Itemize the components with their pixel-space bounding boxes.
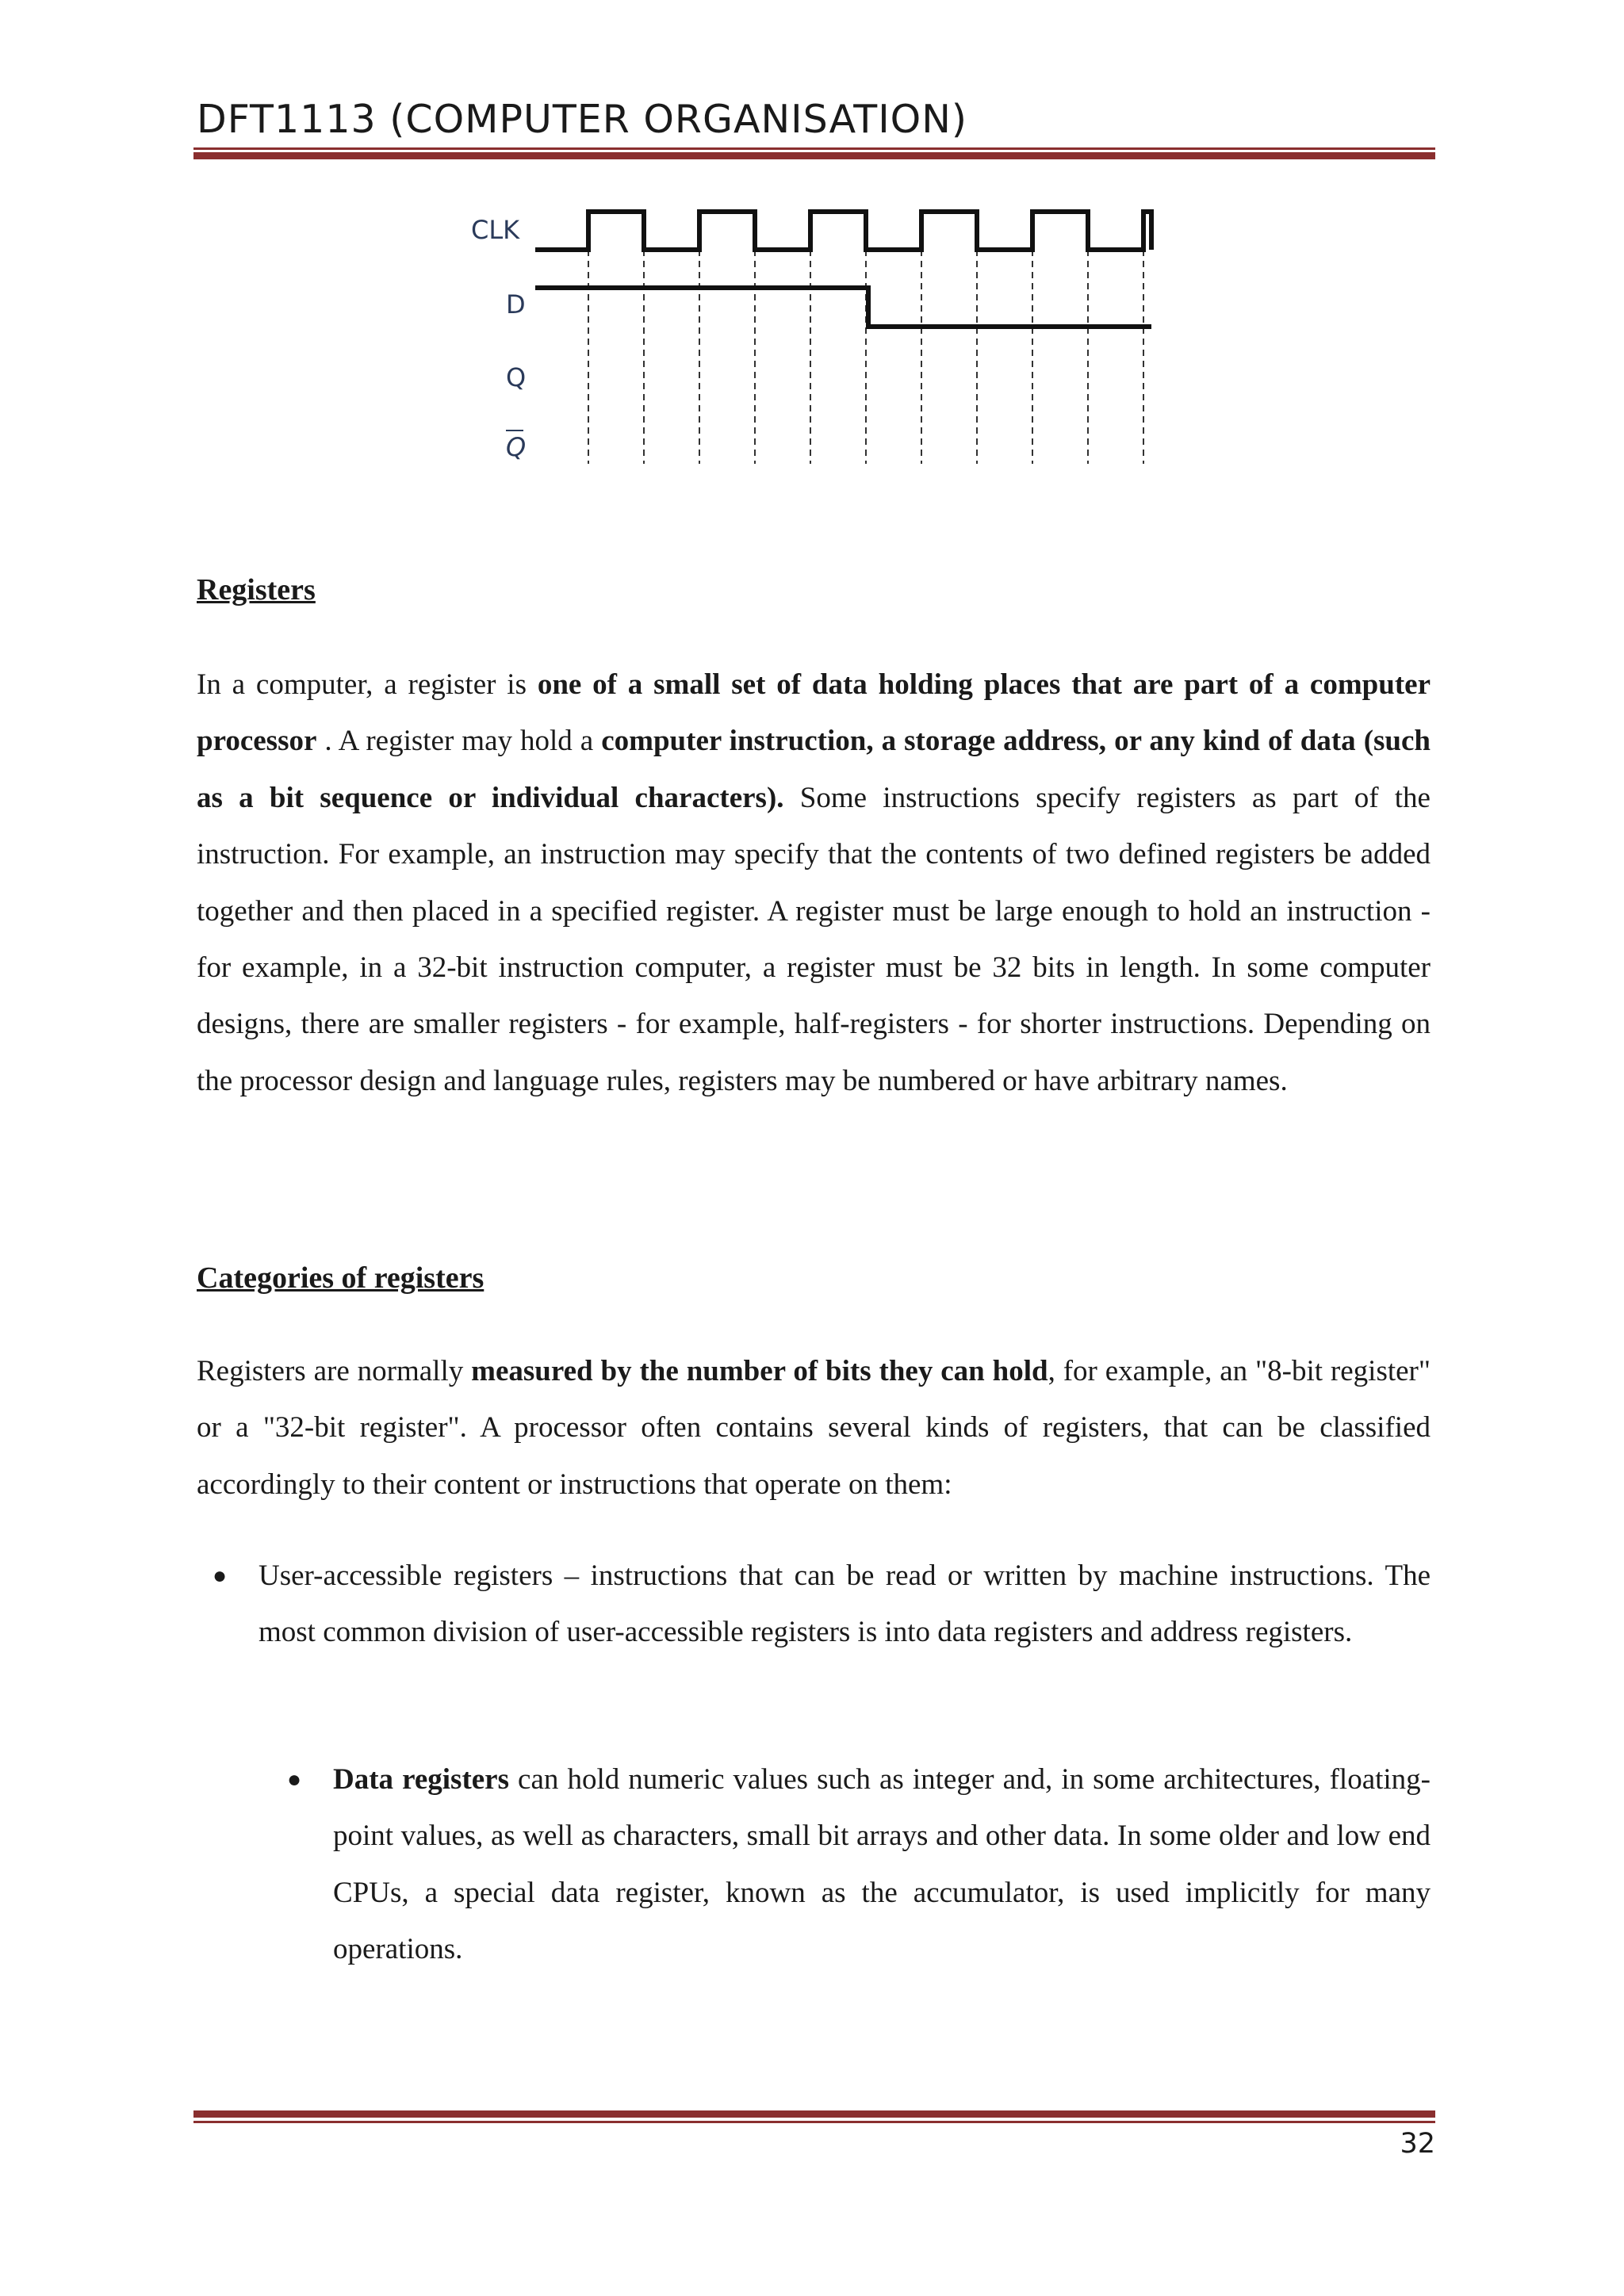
footer-rule-thick: [193, 2110, 1435, 2118]
header-rule-thin: [193, 147, 1435, 150]
bold-run: Data registers: [333, 1763, 510, 1796]
text-run: Registers are normally: [197, 1355, 472, 1387]
bullet-dot: ●: [213, 1563, 228, 1589]
section-heading-registers: Registers: [197, 573, 316, 607]
clk-waveform: [535, 212, 1151, 250]
signal-label-d: D: [506, 289, 526, 320]
categories-paragraph: [197, 1343, 1431, 1513]
header-title: DFT1113 (COMPUTER ORGANISATION): [197, 97, 968, 142]
bold-run: measured by the number of bits they can hold: [471, 1355, 1048, 1387]
bold-run: one of a small set of data holding places that are part of a computer processor: [197, 668, 1431, 758]
text-run: , for example, an "8-bit register" or a "32-bit register". A processor often contains several kinds of registers, that can be classified accordingly to their content or instructions that operate on them:: [197, 1355, 1431, 1501]
bullet-text: can hold numeric values such as integer and, in some architectures, floating-point values, as well as characters, small bit arrays and other data. In some older and low end CPUs, a special data register, known as the accumulator, is used implicitly for many operations.: [333, 1763, 1431, 1966]
section-heading-categories: Categories of registers: [197, 1261, 485, 1295]
header-rule-thick: [193, 152, 1435, 159]
bold-run: computer instruction, a storage address, or any kind of data (such as a bit sequence or individual characters).: [197, 725, 1431, 814]
signal-label-q-bar: Q: [506, 432, 527, 462]
text-run: . A register may hold a: [316, 725, 602, 758]
list-item-user-accessible: [197, 1548, 1431, 1661]
d-waveform: [535, 288, 1151, 327]
text-run: In a computer, a register is: [197, 668, 538, 701]
signal-label-clk: CLK: [471, 215, 520, 245]
text-run: Some instructions specify registers as part of the instruction. For example, an instruction may specify that the contents of two defined registers be added together and then placed in a specified register. A register must be large enough to hold an instruction - for example, in a 32-bit instruction computer, a register must be 32 bits in length. In some computer designs, there are smaller registers - for example, half-registers - for shorter instructions. Depending on the processor design and language rules, registers may be numbered or have arbitrary names.: [197, 781, 1431, 1097]
bullet-text: User-accessible registers – instructions that can be read or written by machine instructions. The most common division of user-accessible registers is into data registers and address registers.: [259, 1559, 1431, 1649]
signal-label-q: Q: [506, 362, 527, 392]
bullet-dot: ●: [287, 1766, 302, 1793]
page-number: 32: [1400, 2128, 1435, 2160]
dashed-time-guides: [588, 250, 1143, 464]
footer-rule-thin: [193, 2121, 1435, 2123]
timing-diagram: [460, 202, 1174, 472]
registers-paragraph: [197, 656, 1431, 1109]
register-subtypes-list: [197, 1751, 1431, 1978]
register-types-list: [197, 1548, 1431, 1661]
list-item-data-registers: [197, 1751, 1431, 1978]
